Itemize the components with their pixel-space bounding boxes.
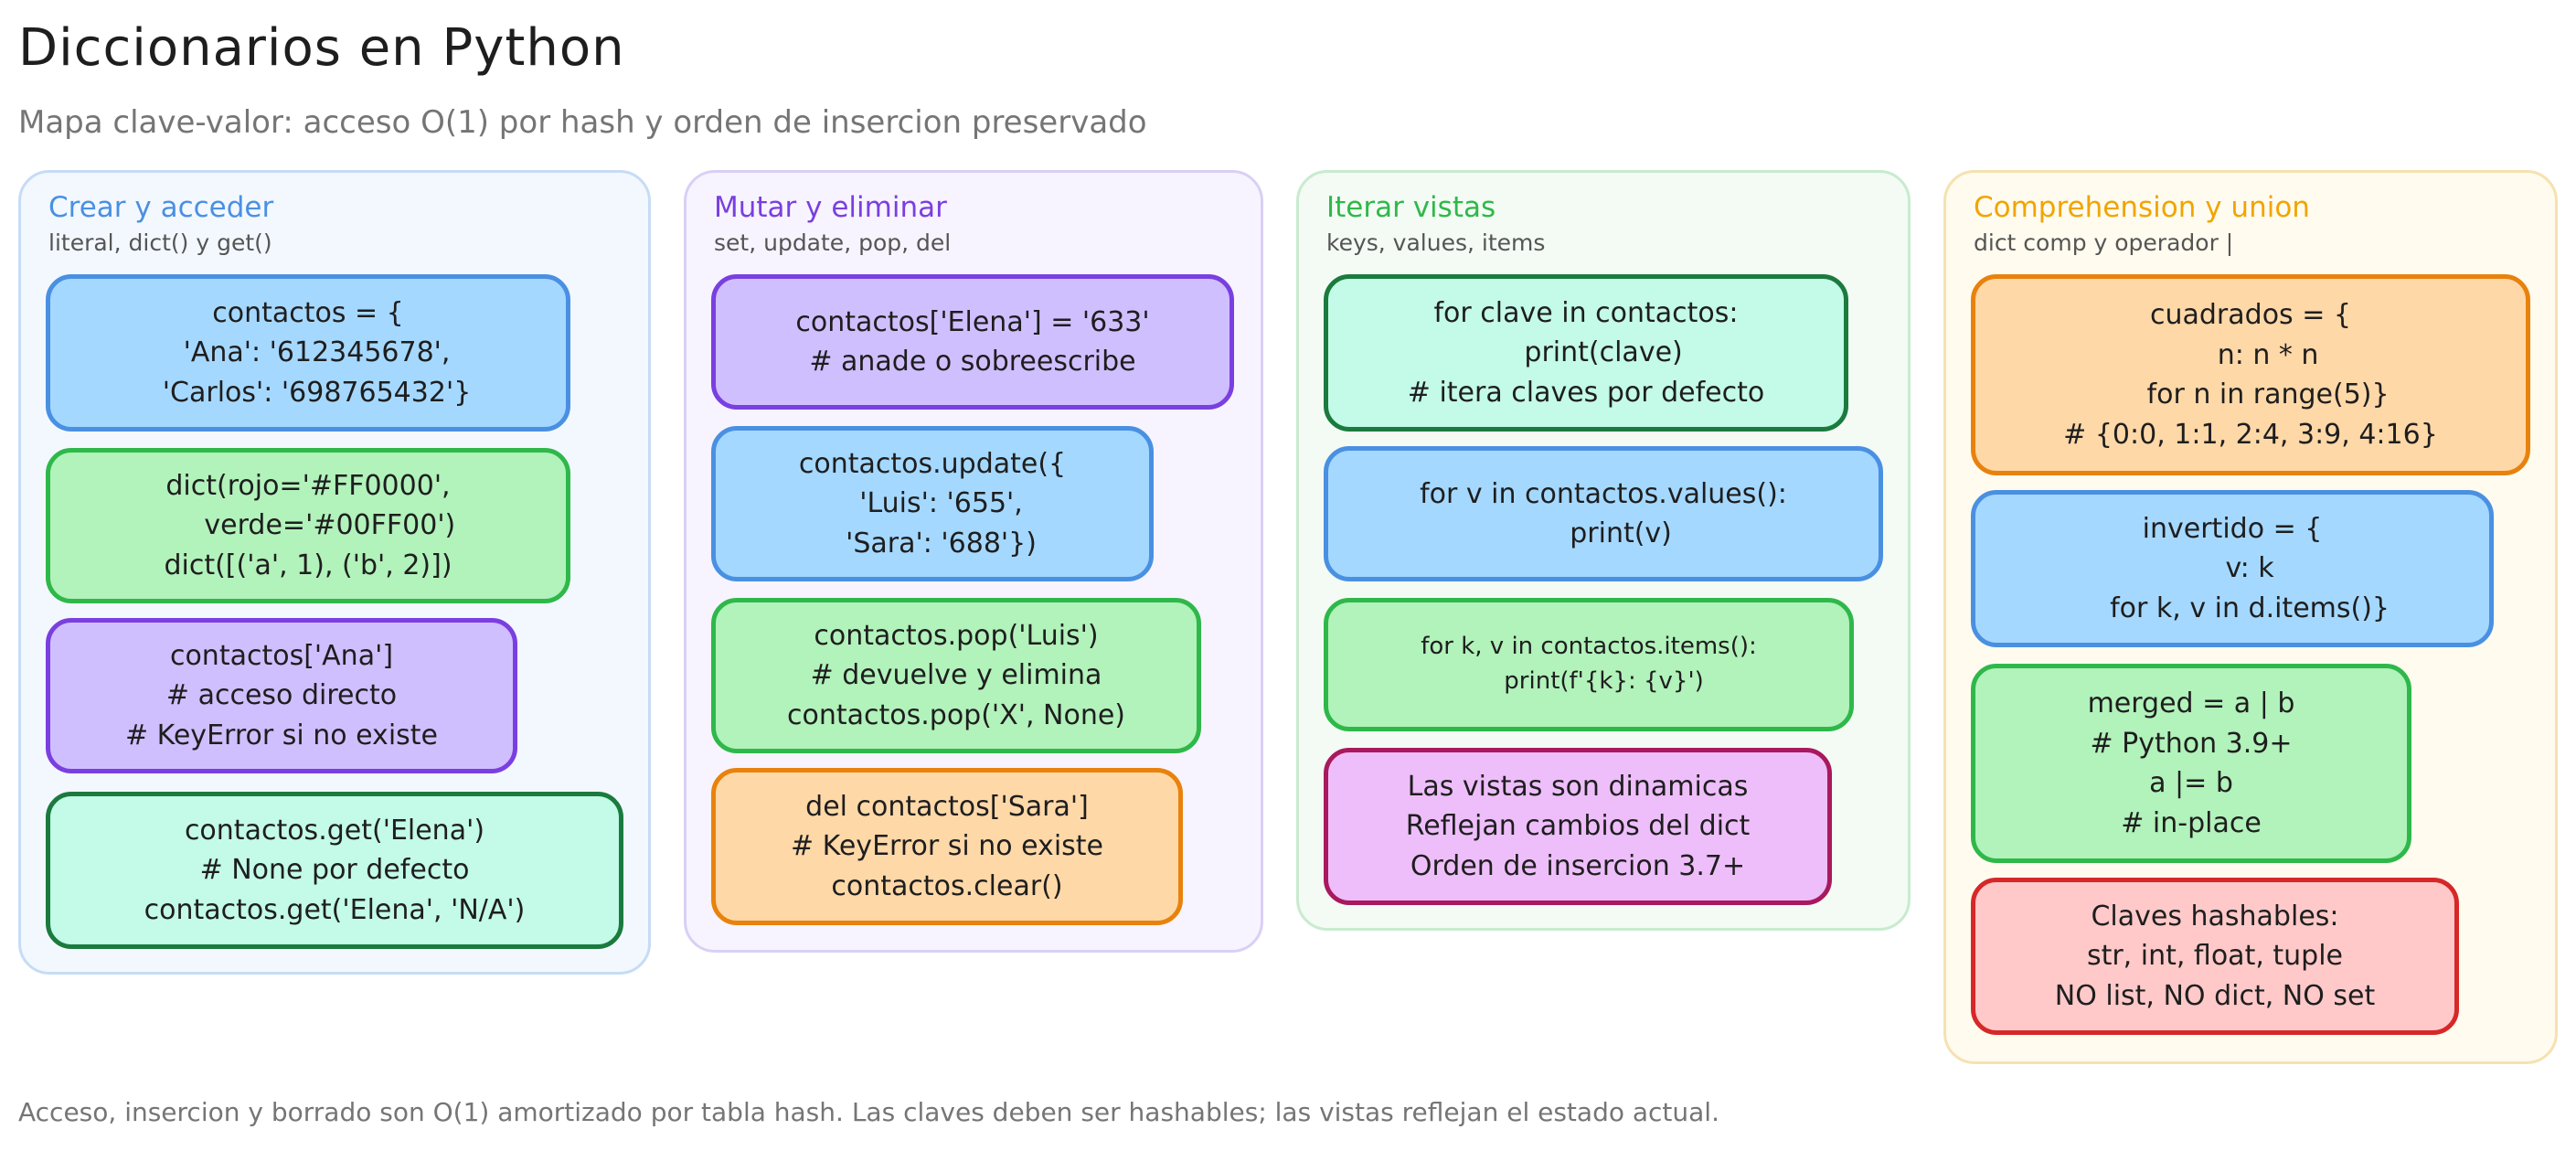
column-subtitle: keys, values, items	[1326, 229, 1546, 256]
code-line: # None por defecto	[199, 854, 470, 887]
card-iterate-values	[1324, 446, 1883, 581]
card-pop	[711, 598, 1201, 753]
code-line: a |= b	[2149, 767, 2233, 799]
card-invert-dict	[1971, 490, 2494, 647]
code-line: # acceso directo	[165, 679, 398, 712]
note-line: str, int, float, tuple	[2086, 940, 2344, 973]
code-line: for k, v in contactos.items():	[1421, 633, 1757, 661]
code-line: # itera claves por defecto	[1407, 376, 1765, 409]
code-line: contactos.clear()	[831, 869, 1063, 902]
page-title: Diccionarios en Python	[18, 18, 625, 78]
column-subtitle: set, update, pop, del	[714, 229, 952, 256]
code-line: cuadrados = {	[2150, 299, 2351, 331]
code-line: # devuelve y elimina	[810, 659, 1102, 692]
card-get	[46, 792, 623, 949]
code-line: # anade o sobreescribe	[809, 346, 1136, 378]
card-views-note	[1324, 748, 1832, 905]
card-dict-literal	[46, 274, 570, 432]
column-subtitle: dict comp y operador |	[1974, 229, 2234, 256]
code-line: for clave in contactos:	[1433, 296, 1739, 329]
card-hashable-keys	[1971, 878, 2459, 1035]
code-line: print(clave)	[1489, 336, 1683, 369]
code-line: contactos = {	[212, 296, 404, 329]
code-line: 'Ana': '612345678',	[165, 336, 451, 369]
code-line: # KeyError si no existe	[125, 719, 438, 751]
note-line: Las vistas son dinamicas	[1407, 770, 1749, 803]
footer-note: Acceso, insercion y borrado son O(1) amortizado por tabla hash. Las claves deben ser hashables; las vistas reflejan el estado actual.	[18, 1097, 1719, 1127]
code-line: dict(rojo='#FF0000',	[165, 469, 451, 502]
note-line: NO list, NO dict, NO set	[2054, 979, 2376, 1012]
card-del	[711, 768, 1183, 925]
card-dict-comprehension	[1971, 274, 2530, 475]
code-line: for n in range(5)}	[2112, 378, 2390, 410]
code-line: contactos.get('Elena', 'N/A')	[144, 893, 526, 926]
code-line: contactos['Elena'] = '633'	[795, 305, 1150, 338]
column-subtitle: literal, dict() y get()	[48, 229, 272, 256]
code-line: 'Sara': '688'})	[828, 527, 1037, 560]
card-set-item	[711, 274, 1234, 410]
column-title: Crear y acceder	[48, 191, 274, 224]
code-line: invertido = {	[2142, 512, 2323, 545]
note-line: Claves hashables:	[2091, 900, 2339, 933]
code-line: contactos.pop('Luis')	[814, 619, 1099, 652]
code-line: dict([('a', 1), ('b', 2)])	[164, 549, 452, 581]
page-subtitle: Mapa clave-valor: acceso O(1) por hash y orden de insercion preservado	[18, 104, 1147, 141]
code-line: 'Luis': '655',	[842, 487, 1023, 520]
code-line: contactos.get('Elena')	[184, 814, 485, 847]
code-line: contactos.update({	[798, 447, 1067, 480]
card-iterate-keys	[1324, 274, 1848, 432]
code-line: # {0:0, 1:1, 2:4, 3:9, 4:16}	[2063, 418, 2438, 451]
code-line: n: n * n	[2182, 338, 2319, 371]
code-line: merged = a | b	[2087, 687, 2295, 719]
card-iterate-items	[1324, 598, 1854, 731]
code-line: # Python 3.9+	[2090, 727, 2293, 760]
card-dict-constructor	[46, 448, 570, 603]
code-line: # KeyError si no existe	[791, 830, 1103, 863]
code-line: for k, v in d.items()}	[2074, 591, 2390, 624]
column-title: Comprehension y union	[1974, 191, 2310, 224]
column-title: Iterar vistas	[1326, 191, 1496, 224]
note-line: Orden de insercion 3.7+	[1410, 849, 1746, 882]
code-line: v: k	[2190, 552, 2274, 585]
code-line: print(v)	[1535, 517, 1672, 549]
note-line: Reflejan cambios del dict	[1405, 810, 1751, 843]
code-line: contactos['Ana']	[169, 639, 394, 672]
card-merge-operator	[1971, 664, 2411, 863]
code-line: # in-place	[2121, 806, 2262, 839]
column-title: Mutar y eliminar	[714, 191, 947, 224]
code-line: print(f'{k}: {v}')	[1474, 667, 1704, 695]
code-line: del contactos['Sara']	[805, 790, 1089, 823]
code-line: for v in contactos.values():	[1420, 477, 1787, 510]
card-update	[711, 426, 1154, 581]
code-line: 'Carlos': '698765432'}	[144, 376, 472, 409]
card-direct-access	[46, 618, 517, 773]
code-line: contactos.pop('X', None)	[786, 698, 1126, 731]
code-line: verde='#00FF00')	[160, 509, 456, 542]
